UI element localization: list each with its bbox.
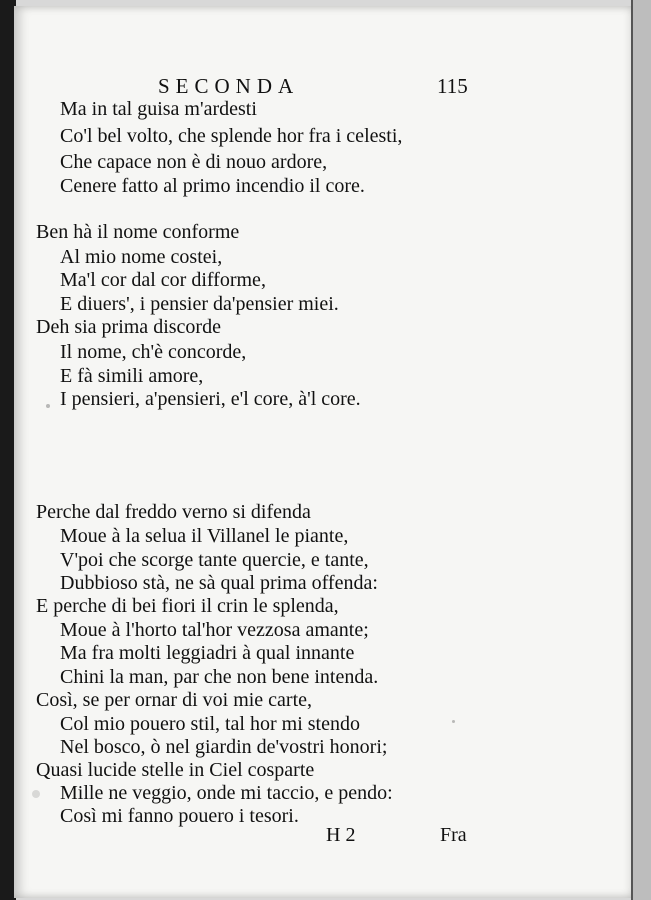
verse-line: Ma'l cor dal cor difforme, [60,269,266,291]
verse-line: Perche dal freddo verno si difenda [36,501,311,523]
verse-line: Che capace non è di nouo ardore, [60,151,328,173]
verse-line: Co'l bel volto, che splende hor fra i celesti, [60,125,403,147]
verse-line: Il nome, ch'è concorde, [60,341,247,363]
signature-mark: H 2 [326,824,356,846]
verse-line: Così, se per ornar di voi mie carte, [36,689,313,711]
ink-speck [452,720,455,723]
verse-line: Nel bosco, ò nel giardin de'vostri honori; [60,736,388,758]
catchword: Fra [440,824,467,846]
verse-line: Moue à l'horto tal'hor vezzosa amante; [60,619,369,641]
ink-speck [46,404,50,408]
verse-line: Ma fra molti leggiadri à qual innante [60,642,355,664]
verse-line: Cenere fatto al primo incendio il core. [60,175,365,197]
running-head: SECONDA [158,74,300,98]
verse-line: Ma in tal guisa m'ardesti [60,98,257,120]
verse-line: Col mio pouero stil, tal hor mi stendo [60,713,360,735]
verse-line: Così mi fanno pouero i tesori. [60,805,299,827]
verse-line: Dubbioso stà, ne sà qual prima offenda: [60,572,378,594]
paper-stain [32,790,40,798]
verse-line: Ben hà il nome conforme [36,221,240,243]
page-number: 115 [437,74,468,98]
verse-line: Deh sia prima discorde [36,316,221,338]
verse-line: Chini la man, par che non bene intenda. [60,666,379,688]
verse-line: V'poi che scorge tante quercie, e tante, [60,549,369,571]
verse-line: Mille ne veggio, onde mi taccio, e pendo: [60,782,393,804]
verse-line: Al mio nome costei, [60,246,223,268]
verse-line: E fà simili amore, [60,365,204,387]
verse-line: Moue à la selua il Villanel le piante, [60,525,349,547]
verse-line: E perche di bei fiori il crin le splenda, [36,595,339,617]
verse-line: I pensieri, a'pensieri, e'l core, à'l core. [60,388,361,410]
verse-line: Quasi lucide stelle in Ciel cosparte [36,759,315,781]
verse-line: E diuers', i pensier da'pensier miei. [60,293,339,315]
